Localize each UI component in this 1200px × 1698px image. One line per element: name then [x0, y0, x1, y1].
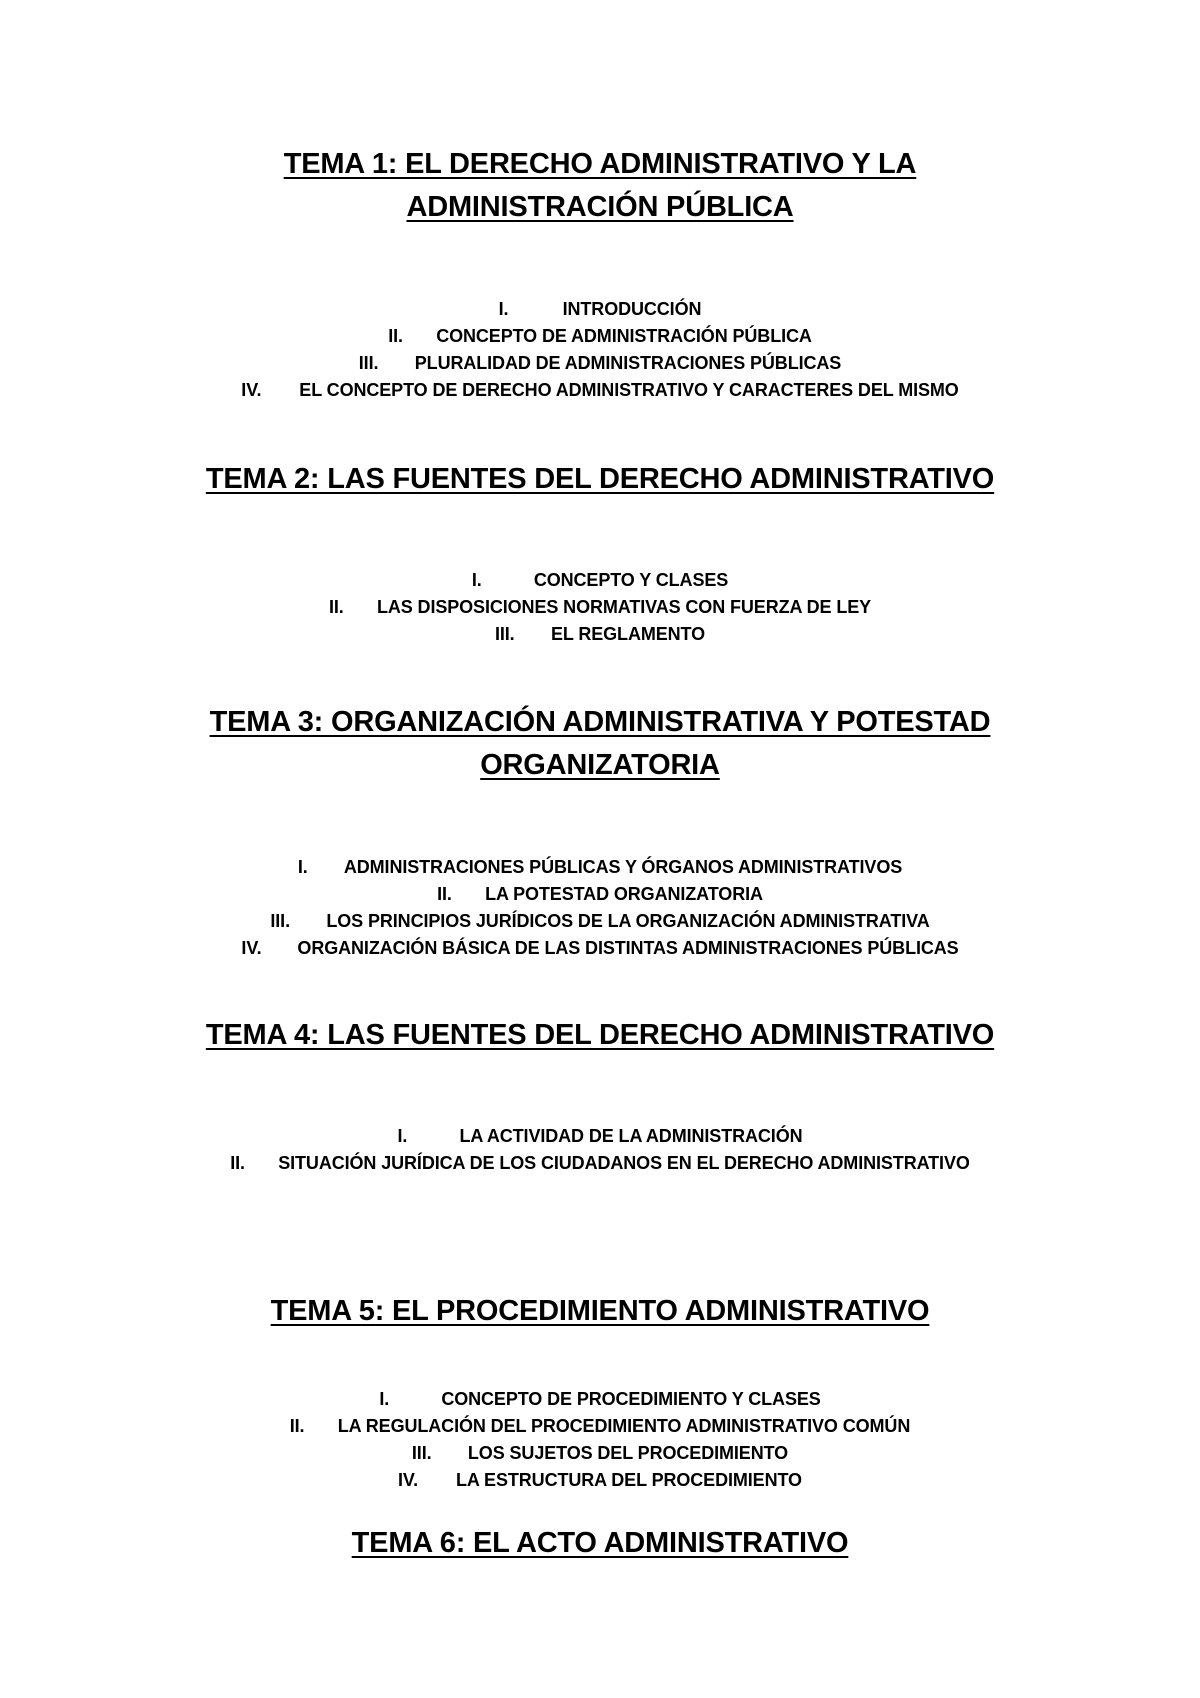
tema-3-title — [0, 701, 1200, 787]
item-text: LOS PRINCIPIOS JURÍDICOS DE LA ORGANIZACIÓN ADMINISTRATIVA — [326, 911, 930, 931]
list-item — [0, 1386, 1200, 1413]
list-item — [0, 935, 1200, 962]
item-text: LA POTESTAD ORGANIZATORIA — [485, 884, 763, 904]
item-text: EL REGLAMENTO — [550, 624, 706, 644]
item-text: LOS SUJETOS DEL PROCEDIMIENTO — [467, 1443, 789, 1463]
item-text: LA ACTIVIDAD DE LA ADMINISTRACIÓN — [459, 1126, 803, 1146]
item-text: INTRODUCCIÓN — [562, 299, 702, 319]
item-number: I. — [498, 299, 509, 319]
tema-5-section — [0, 1290, 1200, 1333]
tema-4-title-line-1: TEMA 4: LAS FUENTES DEL DERECHO ADMINISTRATIVO — [205, 1019, 995, 1051]
list-item — [0, 594, 1200, 621]
item-number: II. — [289, 1416, 305, 1436]
item-text: CONCEPTO Y CLASES — [533, 570, 729, 590]
tema-2-title-line-1: TEMA 2: LAS FUENTES DEL DERECHO ADMINISTRATIVO — [205, 463, 995, 495]
tema-1-title — [0, 143, 1200, 229]
item-number: III. — [494, 624, 515, 644]
tema-2-title — [0, 458, 1200, 501]
tema-6-title-line-1: TEMA 6: EL ACTO ADMINISTRATIVO — [351, 1527, 849, 1559]
tema-1-title-line-1: TEMA 1: EL DERECHO ADMINISTRATIVO Y LA — [283, 148, 917, 180]
tema-5-title — [0, 1290, 1200, 1333]
list-item — [0, 567, 1200, 594]
item-number: I. — [471, 570, 482, 590]
list-item — [0, 377, 1200, 404]
list-item — [0, 1413, 1200, 1440]
tema-4-section — [0, 1014, 1200, 1057]
item-number: I. — [297, 857, 308, 877]
item-number: II. — [230, 1153, 245, 1173]
list-item — [0, 350, 1200, 377]
list-item — [0, 1467, 1200, 1494]
list-item — [0, 908, 1200, 935]
tema-6-section — [0, 1522, 1200, 1565]
item-text: PLURALIDAD DE ADMINISTRACIONES PÚBLICAS — [414, 353, 842, 373]
item-number: IV. — [241, 938, 262, 958]
list-item — [0, 1150, 1200, 1177]
item-text: LAS DISPOSICIONES NORMATIVAS CON FUERZA DE LEY — [376, 597, 872, 617]
item-text: CONCEPTO DE ADMINISTRACIÓN PÚBLICA — [436, 326, 812, 346]
list-item — [0, 881, 1200, 908]
list-item — [0, 1440, 1200, 1467]
item-number: III. — [270, 911, 290, 931]
item-number: II. — [328, 597, 344, 617]
list-item — [0, 323, 1200, 350]
list-item — [0, 296, 1200, 323]
tema-1-title-line-2: ADMINISTRACIÓN PÚBLICA — [406, 191, 794, 223]
item-text: ADMINISTRACIONES PÚBLICAS Y ÓRGANOS ADMINISTRATIVOS — [343, 857, 903, 877]
tema-4-title — [0, 1014, 1200, 1057]
item-number: I. — [397, 1126, 408, 1146]
item-text: EL CONCEPTO DE DERECHO ADMINISTRATIVO Y CARACTERES DEL MISMO — [299, 380, 959, 400]
list-item — [0, 1123, 1200, 1150]
tema-2-section — [0, 458, 1200, 501]
item-text: LA REGULACIÓN DEL PROCEDIMIENTO ADMINISTRATIVO COMÚN — [337, 1416, 911, 1436]
list-item — [0, 621, 1200, 648]
item-number: II. — [388, 326, 403, 346]
tema-3-title-line-1: TEMA 3: ORGANIZACIÓN ADMINISTRATIVA Y POTESTAD — [209, 706, 991, 738]
tema-6-title — [0, 1522, 1200, 1565]
tema-3-title-line-2: ORGANIZATORIA — [480, 749, 720, 781]
item-text: SITUACIÓN JURÍDICA DE LOS CIUDADANOS EN EL DERECHO ADMINISTRATIVO — [278, 1153, 970, 1173]
item-number: III. — [411, 1443, 432, 1463]
item-text: ORGANIZACIÓN BÁSICA DE LAS DISTINTAS ADMINISTRACIONES PÚBLICAS — [297, 938, 959, 958]
tema-3-section — [0, 701, 1200, 787]
item-number: I. — [379, 1389, 390, 1409]
tema-1-section — [0, 143, 1200, 229]
item-number: IV. — [241, 380, 262, 400]
item-number: II. — [437, 884, 452, 904]
list-item — [0, 854, 1200, 881]
tema-5-title-line-1: TEMA 5: EL PROCEDIMIENTO ADMINISTRATIVO — [270, 1295, 930, 1327]
item-number: IV. — [398, 1470, 419, 1490]
item-text: LA ESTRUCTURA DEL PROCEDIMIENTO — [456, 1470, 802, 1490]
item-number: III. — [358, 353, 379, 373]
item-text: CONCEPTO DE PROCEDIMIENTO Y CLASES — [441, 1389, 821, 1409]
